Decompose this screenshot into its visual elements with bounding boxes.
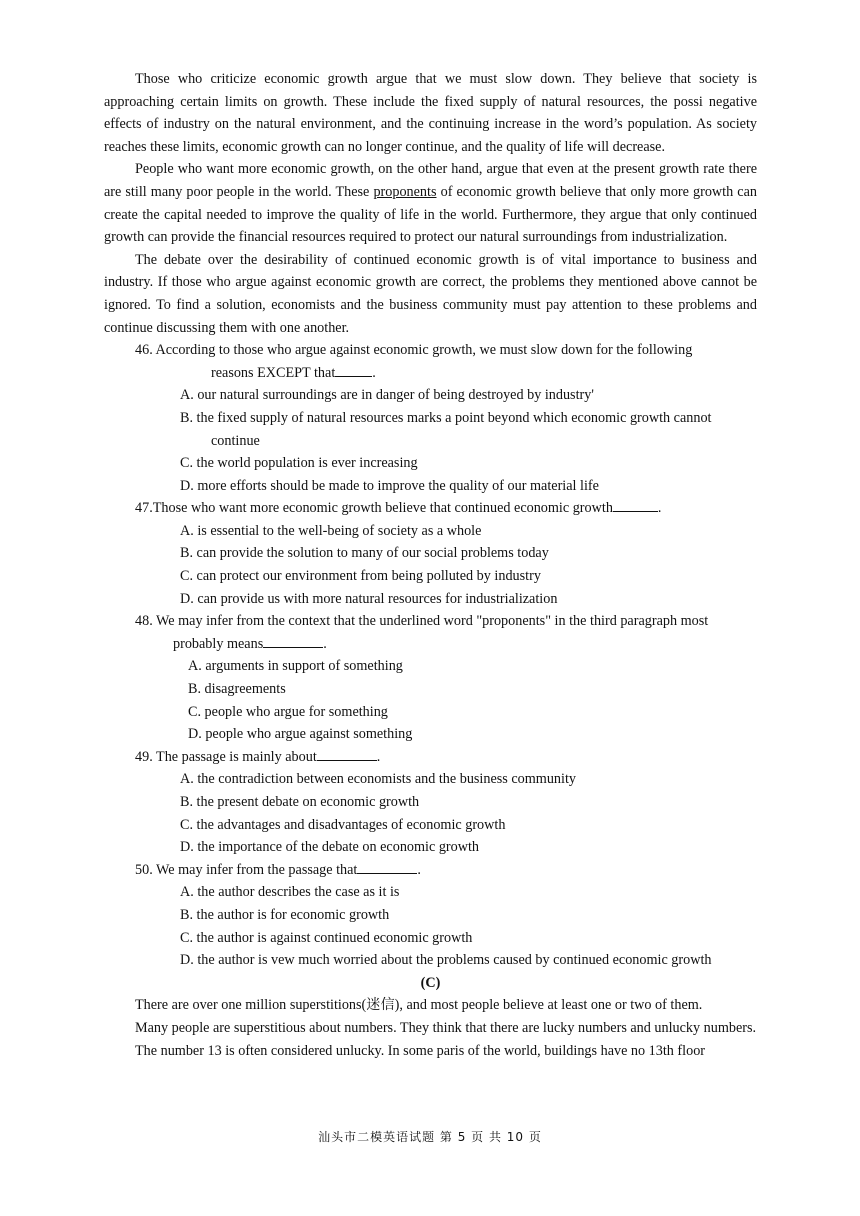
paragraph-3: The debate over the desirability of continued economic growth is of vital importance to business and industry. If those who argue against economic growth are correct, the problems they mentioned above cannot be ignored. To find a solution, economists and the business community must pay attention to these problems and continue discussing them with one another. bbox=[104, 251, 757, 336]
question-48-option-c: C. people who argue for something bbox=[188, 703, 388, 720]
question-47-period: . bbox=[657, 500, 662, 517]
question-47-option-a: A. is essential to the well-being of society as a whole bbox=[180, 522, 482, 539]
question-50-stem-text: 50. We may infer from the passage that bbox=[135, 861, 358, 878]
section-c-paragraph-3: The number 13 is often considered unlucky. In some paris of the world, buildings have no 13th floor bbox=[135, 1042, 706, 1059]
question-47-option-c: C. can protect our environment from being polluted by industry bbox=[180, 568, 541, 585]
answer-blank bbox=[335, 364, 372, 377]
question-46-option-d: D. more efforts should be made to improve the quality of our material life bbox=[180, 477, 599, 494]
question-50-period: . bbox=[417, 861, 421, 878]
document-page bbox=[104, 68, 757, 1062]
question-47-stem-text: 47.Those who want more economic growth believe that continued economic growth bbox=[135, 500, 613, 517]
question-48-period: . bbox=[323, 635, 327, 652]
question-46-stem-cont bbox=[104, 362, 757, 385]
question-49-option-c: C. the advantages and disadvantages of economic growth bbox=[180, 816, 506, 833]
answer-blank bbox=[613, 499, 658, 512]
question-46-option-c: C. the world population is ever increasing bbox=[180, 455, 418, 472]
question-49-stem bbox=[104, 746, 757, 769]
question-48-option-b: B. disagreements bbox=[188, 681, 286, 698]
answer-blank bbox=[357, 861, 417, 874]
question-46-option-b: B. the fixed supply of natural resources marks a point beyond which economic growth cannot bbox=[180, 409, 712, 426]
question-48-stem-text: probably means bbox=[173, 635, 264, 652]
question-48-option-d: D. people who argue against something bbox=[188, 726, 413, 743]
question-47-option-b: B. can provide the solution to many of our social problems today bbox=[180, 545, 549, 562]
paragraph-2-text-b: of economic growth believe that only more growth can create the capital needed to improve the quality of life in the world. Furthermore, they argue that only continued growth can provide the financial resources required to protect our natural surroundings from industrialization. bbox=[104, 183, 757, 246]
section-c-paragraph-1: There are over one million superstitions(迷信), and most people believe at least one or two of them. bbox=[135, 997, 703, 1014]
question-49-period: . bbox=[376, 748, 381, 765]
question-46-period: . bbox=[372, 364, 376, 381]
question-46-stem-text: reasons EXCEPT that bbox=[211, 364, 336, 381]
question-50-option-b: B. the author is for economic growth bbox=[180, 906, 390, 923]
question-50-stem bbox=[104, 859, 757, 882]
question-49-option-d: D. the importance of the debate on economic growth bbox=[180, 839, 480, 856]
answer-blank bbox=[317, 748, 377, 761]
question-50-option-d: D. the author is vew much worried about the problems caused by continued economic growth bbox=[180, 952, 712, 969]
paragraph-2 bbox=[104, 158, 757, 248]
question-48-stem-cont bbox=[104, 633, 757, 656]
underlined-word-proponents: proponents bbox=[373, 183, 437, 200]
question-46-option-b-cont: continue bbox=[211, 432, 260, 449]
section-c-paragraph-2: Many people are superstitious about numbers. They think that there are lucky numbers and unlucky numbers. bbox=[135, 1019, 757, 1036]
question-49-stem-text: 49. The passage is mainly about bbox=[135, 748, 317, 765]
question-47-stem bbox=[104, 497, 757, 520]
paragraph-1: Those who criticize economic growth argue that we must slow down. They believe that society is approaching certain limits on growth. These include the fixed supply of natural resources, the possi negative effects of industry on the natural environment, and the continuing increase in the word’s population. As society reaches these limits, economic growth can no longer continue, and the quality of life will decrease. bbox=[104, 71, 757, 155]
answer-blank bbox=[263, 635, 323, 648]
question-49-option-b: B. the present debate on economic growth bbox=[180, 794, 420, 810]
question-50-option-a: A. the author describes the case as it is bbox=[180, 884, 400, 901]
question-47-option-d: D. can provide us with more natural resources for industrialization bbox=[180, 590, 558, 607]
question-49-option-a: A. the contradiction between economists and the business community bbox=[180, 771, 576, 788]
section-heading-c: (C) bbox=[420, 974, 441, 991]
question-50-option-c: C. the author is against continued economic growth bbox=[180, 929, 473, 946]
question-48-option-a: A. arguments in support of something bbox=[188, 658, 403, 675]
question-46-option-a: A. our natural surroundings are in danger of being destroyed by industry' bbox=[180, 387, 594, 404]
paragraph-2-text-a: People who want more economic growth, on the other hand, argue that even at the present growth rate there are still many poor people in the world. These bbox=[104, 161, 757, 200]
question-48-stem: 48. We may infer from the context that the underlined word "proponents" in the third paragraph most bbox=[135, 613, 709, 630]
page-footer: 汕头市二模英语试题 第 5 页 共 10 页 bbox=[318, 1130, 542, 1144]
question-46-stem: 46. According to those who argue against economic growth, we must slow down for the following bbox=[135, 342, 693, 359]
